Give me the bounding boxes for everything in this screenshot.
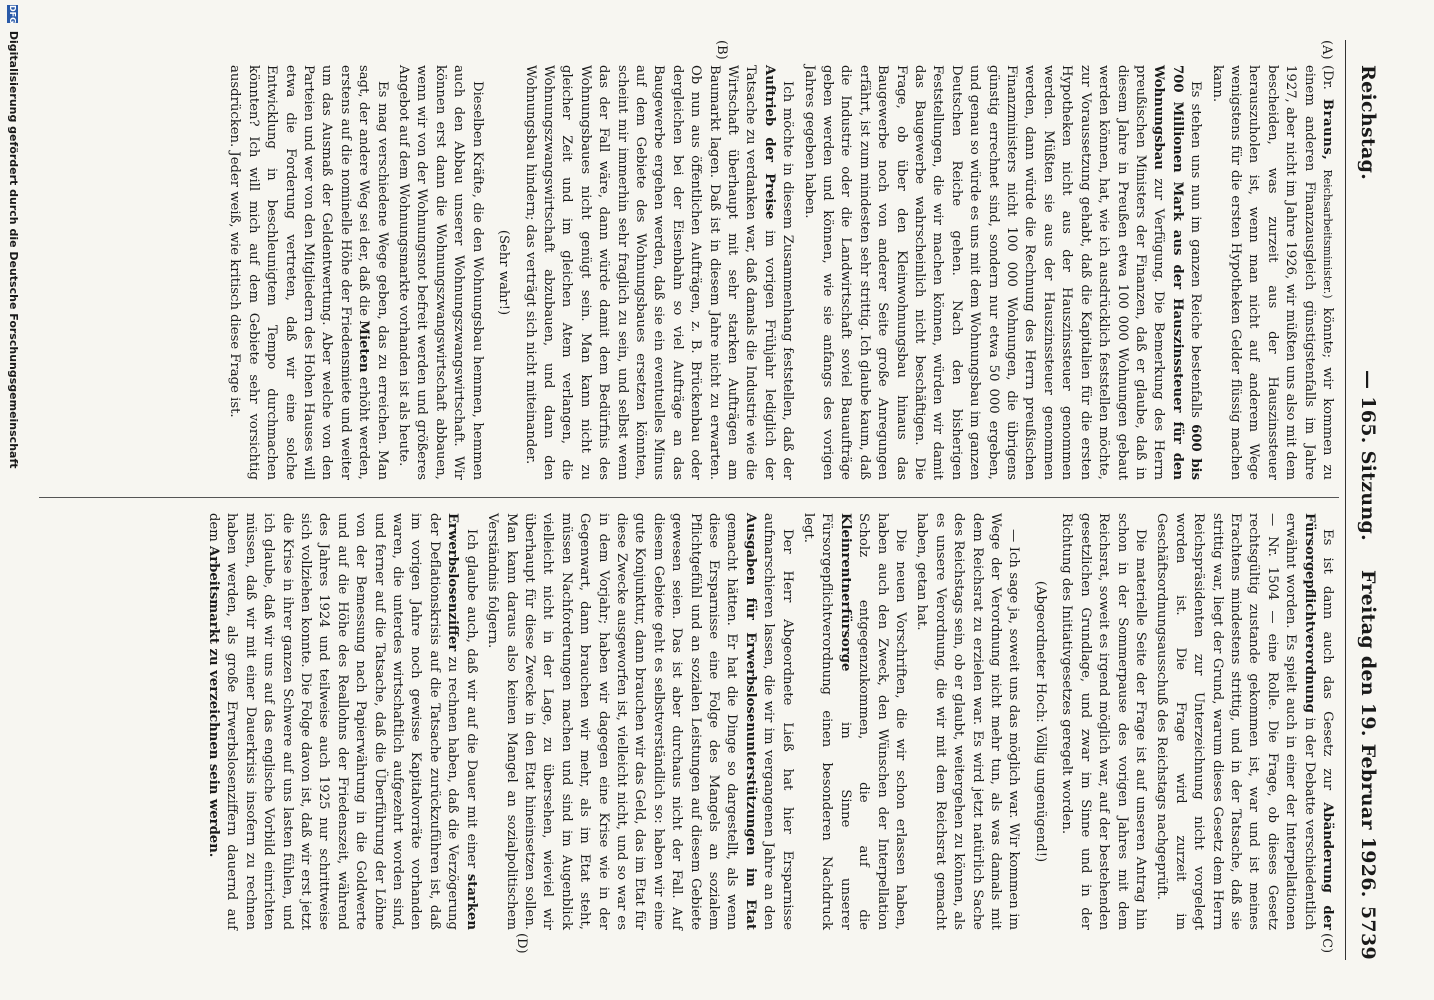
paragraph-text: Dieselben Kräfte, die den Wohnungsbau hemmen, hemmen auch den Abbau unserer Wohnungszwangswirtschaft. Wir können erst dann die Wohnungszwangswirtschaft abbauen, wenn wir von der Wohnungsnot befreit werden und größeres Angebot auf dem Wohnungsmarkte vorhanden ist als heute.: [396, 65, 485, 480]
paragraph-text: Es stehen uns nun im ganzen Reiche bestenfalls: [1188, 81, 1204, 418]
paragraph-text: in der Debatte verschiedentlich erwähnt worden. Es spielt auch in einer der Interpellationen — Nr. 1504 — eine Rolle. Die Frage, ob dieses Gesetz rechtsgültig zustande gekommen ist, war und ist meines Erachtens mindestens strittig, und in der Tatsache, daß sie strittig war, liegt der Grund, warum dieses Gesetz dem Herrn Reichspräsidenten zur Unterzeichnung nicht vorgelegt worden ist. Die Frage wird zurzeit im Geschäftsordnungsausschuß des Reichstags nachgeprüft.: [1154, 513, 1317, 930]
paragraph-text: Ich glaube auch, daß wir auf die Dauer mit einer: [463, 529, 479, 869]
marker-b: (B): [714, 40, 729, 60]
paragraph: [483, 513, 796, 930]
header-date: Freitag den 19. Februar 1926.: [1357, 570, 1379, 898]
page-number: 5739: [1357, 905, 1379, 960]
paragraph: [394, 65, 486, 480]
speaker-pre: (Dr.: [1320, 65, 1335, 90]
header-session: — 165. Sitzung.: [1357, 370, 1379, 542]
paragraph-text: zur Verfügung. Die Bemerkung des Herrn preußischen Ministers der Finanzen, daß er glaube, daß in diesem Jahre in Preußen etwa 100 000 Wohnungen gebaut werden können, hat, wie ich ausdrücklich feststellen möchte, zur Voraussetzung gehabt, daß die Kapitalien für die ersten Hypotheken nicht aus der Hauszinssteuer genommen werden. Müßten sie aus der Hauszinssteuer genommen werden, dann würde die Rechnung des Herrn preußischen Finanzministers nicht 100 000 Wohnungen, die übrigens günstig errechnet sind, sondern nur etwa 50 000 ergeben, und genau so würde es uns mit dem Wohnungsbau im ganzen Deutschen Reiche gehen. Nach den bisherigen Feststellungen, die wir machen können, würden wir damit das Baugewerbe wahrscheinlich nicht beschäftigen. Die Frage, ob über den Kleinwohnungsbau hinaus das Baugewerbe noch von anderer Seite große Anregungen erfährt, ist zum mindesten sehr strittig. Ich glaube kaum, daß die Industrie oder die Landwirtschaft soviel Bauaufträge geben werden und können, wie sie anfangs des vorigen Jahres gegeben haben.: [801, 65, 1167, 480]
emphasis: starken Erwerbslosenziffer: [445, 513, 479, 930]
paragraph-text: Die materielle Seite der Frage ist auf unseren Antrag hin schon in der Sommerpause des vorigen Jahres mit dem Reichsrat, soweit es irgend möglich war, auf der bestehenden gesetzlichen Grundlage, und zwar im Sinne und in der Richtung des Initiativgesetzes geregelt worden.: [1059, 513, 1148, 930]
paragraph-text: im Sinne unserer Fürsorgepflichtverordnung einen besonderen Nachdruck legt.: [801, 513, 853, 930]
digitization-footer: [0, 5, 20, 995]
paragraph: [799, 65, 1204, 480]
paragraph: [520, 65, 796, 480]
interjection: (Abgeordneter Hoch: Völlig ungenügend!): [1032, 580, 1048, 863]
marker-c: (C): [1319, 933, 1334, 954]
emphasis: Abänderung der Fürsorgepflichtverordnung: [1301, 513, 1335, 930]
left-column: [222, 65, 1336, 480]
dfg-logo-icon: DFG: [8, 5, 18, 24]
emphasis: Arbeitsmarkt zu verzeichnen sein werden.: [206, 545, 222, 858]
marker-a: (A): [1319, 40, 1334, 60]
paragraph-text: Es mag verschiedene Wege geben, das zu erreichen. Man sagt, der andere Weg sei der, daß die: [356, 65, 390, 480]
paragraph: [1057, 513, 1149, 930]
emphasis: Mieten: [356, 320, 372, 373]
paragraph: [204, 513, 480, 930]
paragraph-text: Die neuen Vorschriften, die wir schon erlassen haben, haben auch den Zweck, den Wünschen der Interpellation Scholz entgegenzukommen, die auf die: [856, 513, 909, 930]
paragraph-text: gemacht hätten. Er hat die Dinge so dargestellt, als wenn diese Ersparnisse eine Folge des Mangels an sozialem Pflichtgefühl und an sozialen Leistungen auf diesem Gebiete gewesen seien. Das ist aber durchaus nicht der Fall. Auf diesem Gebiete geht es selbstverständlich so: haben wir eine gute Konjunktur, dann brauchen wir das Geld, das im Etat für diese Zwecke ausgeworfen ist, vielleicht nicht, und so war es in dem Vorjahr; haben wir dagegen eine Krise wie in der Gegenwart, dann brauchen wir mehr, als im Etat steht, müssen Nachforderungen machen und sind im Augenblick vielleicht nicht in der Lage, zu übersehen, wieviel wir überhaupt für diese Zwecke in den Etat hineinsetzen sollen. Man kann daraus also keinen Mangel an sozialpolitischem Verständnis folgern.: [485, 513, 740, 930]
speaker-name: Brauns,: [1320, 98, 1335, 161]
paragraph-text: Es ist dann auch das Gesetz zur: [1320, 529, 1335, 791]
paragraph: [912, 513, 1022, 930]
marker-d: (D): [514, 933, 529, 954]
header-chamber: Reichstag.: [1357, 65, 1379, 181]
speaker-role: Reichsarbeitsminister.): [1321, 169, 1334, 299]
interjection: (Sehr wahr!): [496, 229, 512, 316]
paragraph-text: Ich möchte in diesem Zusammenhang feststellen, daß der: [780, 81, 796, 480]
page-header: [1355, 40, 1379, 960]
paragraph-text: könnte; wir kommen zu einem anderen Finanzausgleich günstigstenfalls im Jahre 1927, aber nicht im Jahre 1926, wir müßten uns also mit dem bescheiden, was zurzeit aus der Hauszinssteuer herauszuholen ist, wenn man nicht auf anderem Wege wenigstens für die ersten Hypotheken Gelder flüssig machen kann.: [1209, 65, 1335, 480]
emphasis: Kleinrentnerfürsorge: [837, 513, 853, 672]
column-divider: [39, 497, 1339, 498]
paragraph-text: Der Herr Abgeordnete Ließ hat hier Ersparnisse aufmarschieren lassen, die wir im vergangenen Jahre an den: [761, 513, 795, 930]
paragraph: [225, 65, 391, 480]
emphasis: Ausgaben für Erwerbslosenunterstützungen im Etat: [742, 513, 758, 930]
paragraph: [1207, 65, 1336, 480]
emphasis: 600 bis 700 Millionen Mark aus der Hauszinssteuer für den Wohnungsbau: [1151, 65, 1204, 480]
paragraph-text: im vorigen Frühjahr lediglich der Tatsache zu verdanken war, daß damals die Industrie wie die Wirtschaft überhaupt mit sehr starken Aufträgen am Baumarkt lagen. Daß ist in diesem Jahre nicht zu erwarten. Ob nun aus öffentlichen Aufträgen, z. B. Brückenbau oder dergleichen bei der Eisenbahn so viel Aufträge an das Baugewerbe ergehen werden, daß sie ein eventuelles Minus auf dem Gebiete des Wohnungsbaues ersetzen könnten, scheint mir immerhin sehr fraglich zu sein, und selbst wenn das der Fall wäre, dann würde damit dem Bedürfnis des Wohnungsbaues nicht genügt sein. Man kann nicht zu gleicher Zeit und im gleichen Atem verlangen, die Wohnungszwangswirtschaft abzubauen, und dann den Wohnungsbau hindern; das verträgt sich nicht miteinander.: [522, 65, 777, 480]
paragraph: [799, 513, 909, 930]
paragraph-text: erhöht werden, erstens auf die nominelle Höhe der Friedensmiete und weiter um das Ausmaß der Geldentwertung. Aber welche von den Parteien und wer von den Mitgliedern des Hohen Hauses will etwa die Forderung vertreten, daß wir eine solche Entwicklung in beschleunigtem Tempo durchmachen könnten? Ich will mich auf dem Gebiete sehr vorsichtig ausdrücken. Jeder weiß, wie kritisch diese Frage ist.: [227, 65, 372, 480]
paragraph-text: — Ich sage ja, soweit uns das möglich war. Wir kommen im Wege der Verordnung nicht mehr tun, als was damals mit dem Reichsrat zu erzielen war. Es wird jetzt natürlich Sache des Reichstags sein, ob er glaubt, weitergehen zu können, als es unsere Verordnung, die wir mit dem Reichsrat gemacht haben, getan hat.: [914, 513, 1022, 930]
right-column: [201, 513, 1336, 930]
paragraph: [1152, 513, 1336, 930]
paragraph-text: zu rechnen haben, daß die Verzögerung der Deflationskrisis auf die Tatsache zurückzuführen ist, daß im vorigen Jahre noch gewisse Kapitalvorräte vorhanden waren, die unterdes wirtschaftlich aufgezehrt worden sind, und ferner auf die Tatsache, daß die Überführung der Löhne von der Bemessung nach Papierwährung in die Goldwerte und auf die Höhe des Reallohns der Friedenszeit, während des Jahres 1924 und teilweise auch 1925 nur schrittweise sich vollziehen konnte. Die Folge davon ist, daß wir erst jetzt die Krise in ihrer ganzen Schwere auf uns lasten fühlen, und ich glaube, daß wir uns auf das englische Vorbild einrichten müssen, daß wir mit einer Dauerkrisis insofern zu rechnen haben werden, als große Erwerbslosenziffern dauernd auf dem: [206, 513, 461, 930]
header-rule: [1345, 40, 1346, 960]
emphasis: Auftrieb der Preise: [761, 65, 777, 220]
footer-text: Digitalisierung gefördert durch die Deutsche Forschungsgemeinschaft: [7, 30, 20, 469]
